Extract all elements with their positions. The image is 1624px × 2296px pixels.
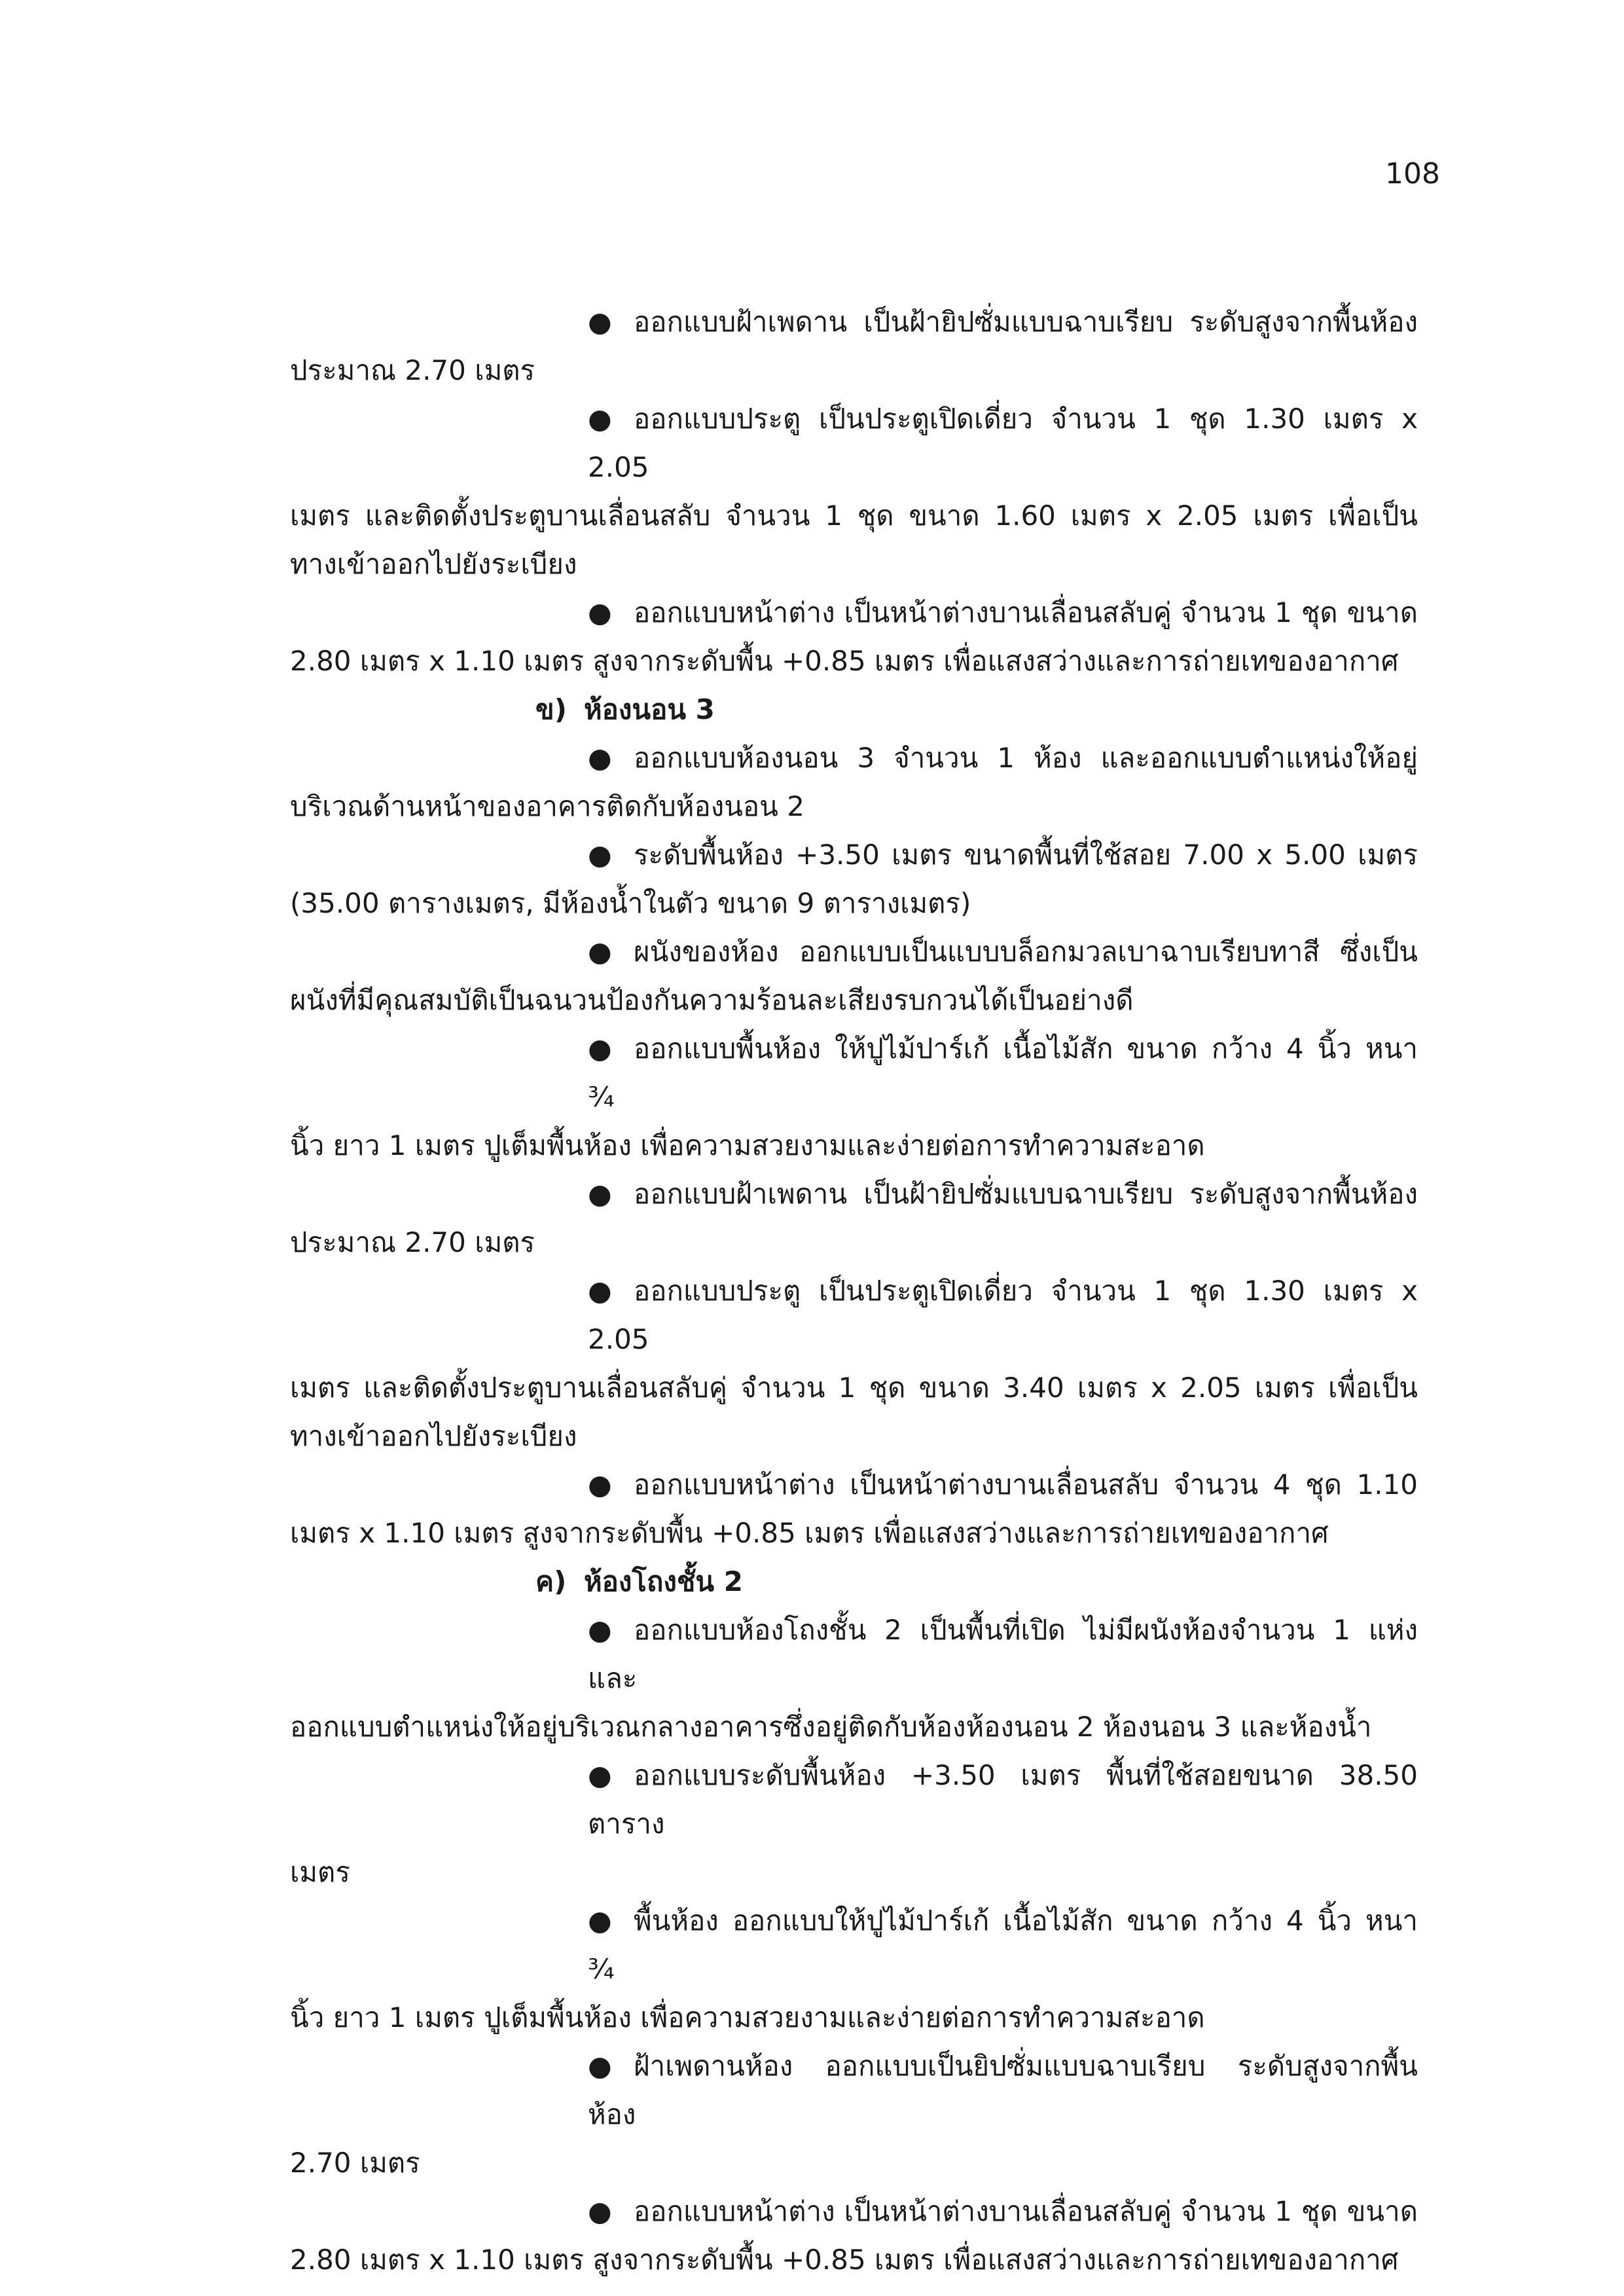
bullet-paragraph bbox=[290, 1025, 1418, 1170]
continuation-line: เมตร และติดตั้งประตูบานเลื่อนสลับคู่ จำนวน 1 ชุด ขนาด 3.40 เมตร x 2.05 เมตร เพื่อเป็น bbox=[290, 1372, 1418, 1404]
section-letter: ข) bbox=[535, 693, 567, 725]
bullet-first-line bbox=[290, 1751, 1418, 1848]
bullet-text: ออกแบบหน้าต่าง เป็นหน้าต่างบานเลื่อนสลับคู่ จำนวน 1 ชุด ขนาด bbox=[634, 2195, 1418, 2227]
page-body bbox=[290, 298, 1418, 2284]
bullet-icon: ● bbox=[588, 306, 612, 338]
continuation-line: ประมาณ 2.70 เมตร bbox=[290, 1226, 535, 1258]
continuation-line: (35.00 ตารางเมตร, มีห้องน้ำในตัว ขนาด 9 ตารางเมตร) bbox=[290, 887, 971, 919]
bullet-first-line bbox=[290, 1461, 1418, 1509]
bullet-text: ออกแบบห้องนอน 3 จำนวน 1 ห้อง และออกแบบตำแหน่งให้อยู่ bbox=[634, 742, 1418, 774]
bullet-icon: ● bbox=[588, 1614, 612, 1646]
bullet-text: ออกแบบฝ้าเพดาน เป็นฝ้ายิปซั่มแบบฉาบเรียบ ระดับสูงจากพื้นห้อง bbox=[634, 306, 1418, 338]
bullet-paragraph bbox=[290, 734, 1418, 831]
continuation-line: 2.80 เมตร x 1.10 เมตร สูงจากระดับพื้น +0.85 เมตร เพื่อแสงสว่างและการถ่ายเทของอากาศ bbox=[290, 2244, 1399, 2276]
bullet-paragraph bbox=[290, 589, 1418, 685]
bullet-text: ออกแบบฝ้าเพดาน เป็นฝ้ายิปซั่มแบบฉาบเรียบ ระดับสูงจากพื้นห้อง bbox=[634, 1178, 1418, 1210]
page-number: 108 bbox=[1385, 157, 1440, 191]
continuation-line: 2.80 เมตร x 1.10 เมตร สูงจากระดับพื้น +0.85 เมตร เพื่อแสงสว่างและการถ่ายเทของอากาศ bbox=[290, 645, 1399, 677]
continuation-line: เมตร bbox=[290, 1856, 350, 1888]
continuation-line: ออกแบบตำแหน่งให้อยู่บริเวณกลางอาคารซึ่งอยู่ติดกับห้องห้องนอน 2 ห้องนอน 3 และห้องน้ำ bbox=[290, 1711, 1372, 1743]
bullet-first-line bbox=[290, 734, 1418, 782]
bullet-text: พื้นห้อง ออกแบบให้ปูไม้ปาร์เก้ เนื้อไม้สัก ขนาด กว้าง 4 นิ้ว หนา ¾ bbox=[588, 1904, 1418, 1985]
bullet-first-line bbox=[290, 928, 1418, 976]
bullet-text: ออกแบบระดับพื้นห้อง +3.50 เมตร พื้นที่ใช้สอยขนาด 38.50 ตาราง bbox=[588, 1759, 1418, 1840]
bullet-first-line bbox=[290, 2042, 1418, 2139]
continuation-line: เมตร และติดตั้งประตูบานเลื่อนสลับ จำนวน 1 ชุด ขนาด 1.60 เมตร x 2.05 เมตร เพื่อเป็น bbox=[290, 500, 1418, 532]
bullet-paragraph bbox=[290, 831, 1418, 928]
bullet-text: ออกแบบหน้าต่าง เป็นหน้าต่างบานเลื่อนสลับ จำนวน 4 ชุด 1.10 bbox=[634, 1468, 1418, 1501]
bullet-text: ระดับพื้นห้อง +3.50 เมตร ขนาดพื้นที่ใช้สอย 7.00 x 5.00 เมตร bbox=[634, 839, 1418, 871]
bullet-text: ออกแบบพื้นห้อง ให้ปูไม้ปาร์เก้ เนื้อไม้สัก ขนาด กว้าง 4 นิ้ว หนา ¾ bbox=[588, 1032, 1418, 1113]
bullet-icon: ● bbox=[588, 403, 612, 435]
bullet-paragraph bbox=[290, 1751, 1418, 1897]
bullet-text: ออกแบบหน้าต่าง เป็นหน้าต่างบานเลื่อนสลับคู่ จำนวน 1 ชุด ขนาด bbox=[634, 596, 1418, 629]
bullet-paragraph bbox=[290, 395, 1418, 589]
continuation-line: ทางเข้าออกไปยังระเบียง bbox=[290, 1420, 577, 1452]
section-title: ห้องนอน 3 bbox=[584, 693, 715, 725]
bullet-paragraph bbox=[290, 928, 1418, 1025]
bullet-icon: ● bbox=[588, 596, 612, 629]
bullet-icon: ● bbox=[588, 2195, 612, 2227]
bullet-icon: ● bbox=[588, 1904, 612, 1937]
continuation-line: เมตร x 1.10 เมตร สูงจากระดับพื้น +0.85 เมตร เพื่อแสงสว่างและการถ่ายเทของอากาศ bbox=[290, 1517, 1329, 1549]
bullet-first-line bbox=[290, 298, 1418, 346]
bullet-icon: ● bbox=[588, 2050, 612, 2082]
bullet-text: ฝ้าเพดานห้อง ออกแบบเป็นยิปซั่มแบบฉาบเรียบ ระดับสูงจากพื้นห้อง bbox=[588, 2050, 1418, 2130]
continuation-line: นิ้ว ยาว 1 เมตร ปูเต็มพื้นห้อง เพื่อความสวยงามและง่ายต่อการทำความสะอาด bbox=[290, 2001, 1205, 2033]
bullet-first-line bbox=[290, 831, 1418, 879]
bullet-icon: ● bbox=[588, 1759, 612, 1791]
bullet-first-line bbox=[290, 2187, 1418, 2236]
bullet-icon: ● bbox=[588, 1468, 612, 1501]
continuation-line: ผนังที่มีคุณสมบัติเป็นฉนวนป้องกันความร้อนละเสียงรบกวนได้เป็นอย่างดี bbox=[290, 984, 1134, 1016]
bullet-text: ออกแบบประตู เป็นประตูเปิดเดี่ยว จำนวน 1 ชุด 1.30 เมตร x 2.05 bbox=[588, 1275, 1418, 1355]
bullet-first-line bbox=[290, 589, 1418, 637]
section-heading bbox=[290, 1558, 1418, 1606]
bullet-icon: ● bbox=[588, 1032, 612, 1065]
bullet-icon: ● bbox=[588, 839, 612, 871]
bullet-first-line bbox=[290, 395, 1418, 492]
bullet-first-line bbox=[290, 1897, 1418, 1994]
bullet-icon: ● bbox=[588, 742, 612, 774]
continuation-line: บริเวณด้านหน้าของอาคารติดกับห้องนอน 2 bbox=[290, 790, 804, 822]
continuation-line: นิ้ว ยาว 1 เมตร ปูเต็มพื้นห้อง เพื่อความสวยงามและง่ายต่อการทำความสะอาด bbox=[290, 1129, 1205, 1161]
bullet-paragraph bbox=[290, 2042, 1418, 2187]
bullet-paragraph bbox=[290, 2187, 1418, 2284]
bullet-paragraph bbox=[290, 1267, 1418, 1461]
bullet-text: ผนังของห้อง ออกแบบเป็นแบบบล็อกมวลเบาฉาบเรียบทาสี ซึ่งเป็น bbox=[634, 936, 1418, 968]
bullet-text: ออกแบบห้องโถงชั้น 2 เป็นพื้นที่เปิด ไม่มีผนังห้องจำนวน 1 แห่ง และ bbox=[588, 1614, 1418, 1694]
bullet-paragraph bbox=[290, 1897, 1418, 2042]
bullet-paragraph bbox=[290, 1461, 1418, 1558]
section-letter: ค) bbox=[535, 1565, 567, 1597]
bullet-first-line bbox=[290, 1170, 1418, 1218]
bullet-first-line bbox=[290, 1606, 1418, 1703]
bullet-icon: ● bbox=[588, 1178, 612, 1210]
bullet-first-line bbox=[290, 1267, 1418, 1364]
continuation-line: 2.70 เมตร bbox=[290, 2147, 420, 2179]
bullet-paragraph bbox=[290, 1170, 1418, 1267]
bullet-text: ออกแบบประตู เป็นประตูเปิดเดี่ยว จำนวน 1 ชุด 1.30 เมตร x 2.05 bbox=[588, 403, 1418, 483]
section-title: ห้องโถงชั้น 2 bbox=[584, 1565, 743, 1597]
bullet-icon: ● bbox=[588, 1275, 612, 1307]
bullet-first-line bbox=[290, 1025, 1418, 1121]
bullet-paragraph bbox=[290, 1606, 1418, 1751]
bullet-paragraph bbox=[290, 298, 1418, 395]
continuation-line: ทางเข้าออกไปยังระเบียง bbox=[290, 548, 577, 580]
continuation-line: ประมาณ 2.70 เมตร bbox=[290, 354, 535, 386]
bullet-icon: ● bbox=[588, 936, 612, 968]
section-heading bbox=[290, 685, 1418, 734]
